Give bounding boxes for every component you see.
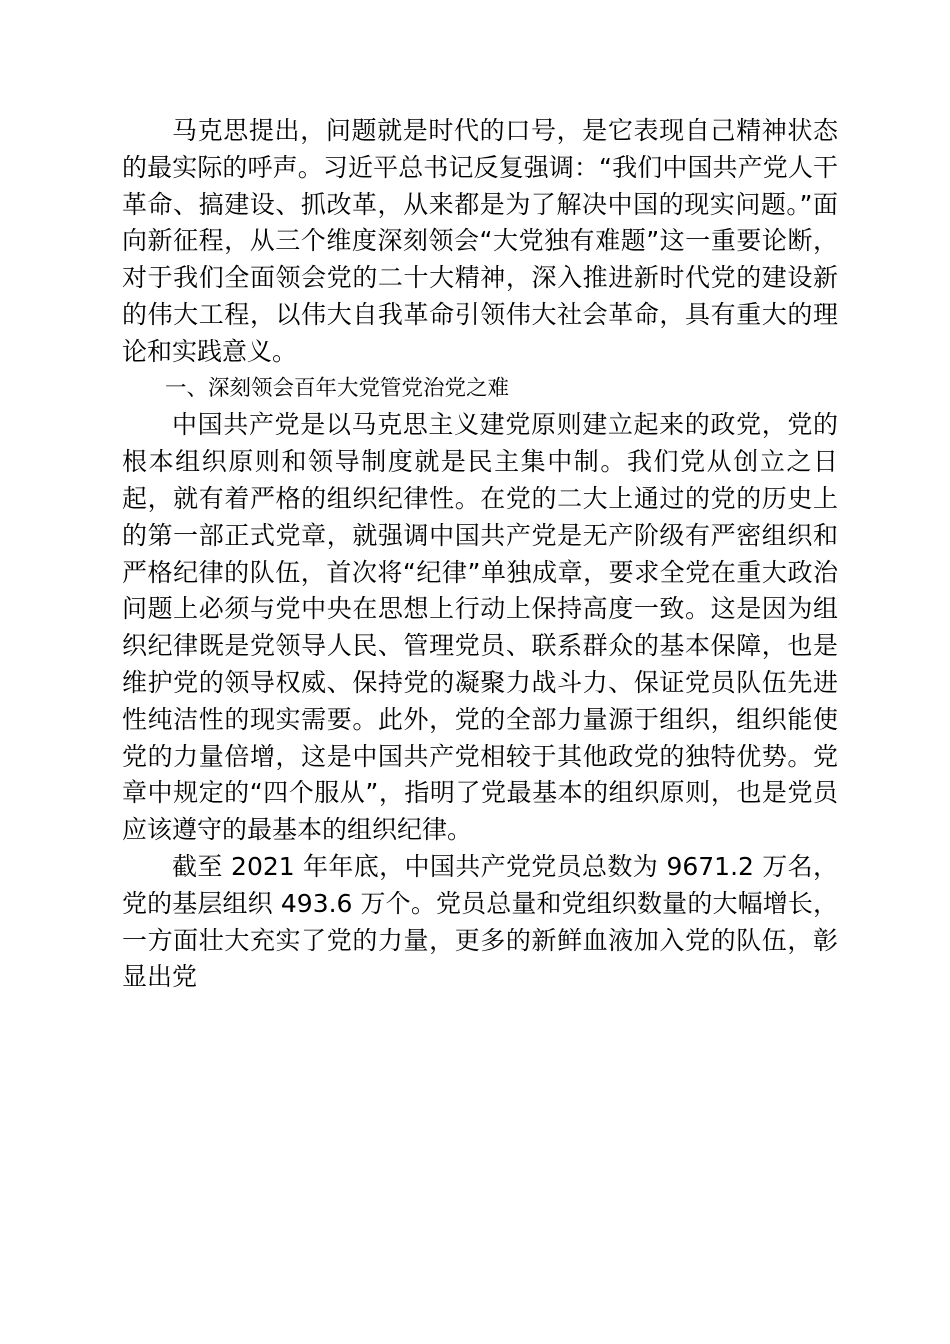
section-paragraph-2: 截至 2021 年年底，中国共产党党员总数为 9671.2 万名，党的基层组织 493.6 万个。党员总量和党组织数量的大幅增长，一方面壮大充实了党的力量，更多的新鲜血液加入党的队伍，彰显出党: [122, 851, 838, 992]
section-paragraph-1: 中国共产党是以马克思主义建党原则建立起来的政党，党的根本组织原则和领导制度就是民主集中制。我们党从创立之日起，就有着严格的组织纪律性。在党的二大上通过的党的历史上的第一部正式党章，就强调中国共产党是无产阶级有严密组织和严格纪律的队伍，首次将“纪律”单独成章，要求全党在重大政治问题上必须与党中央在思想上行动上保持高度一致。这是因为组织纪律既是党领导人民、管理党员、联系群众的基本保障，也是维护党的领导权威、保持党的凝聚力战斗力、保证党员队伍先进性纯洁性的现实需要。此外，党的全部力量源于组织，组织能使党的力量倍增，这是中国共产党相较于其他政党的独特优势。党章中规定的“四个服从”，指明了党最基本的组织原则，也是党员应该遵守的最基本的组织纪律。: [122, 410, 838, 845]
document-body: [122, 113, 838, 996]
intro-paragraph: 马克思提出，问题就是时代的口号，是它表现自己精神状态的最实际的呼声。习近平总书记反复强调：“我们中国共产党人干革命、搞建设、抓改革，从来都是为了解决中国的现实问题。”面向新征程，从三个维度深刻领会“大党独有难题”这一重要论断，对于我们全面领会党的二十大精神，深入推进新时代党的建设新的伟大工程，以伟大自我革命引领伟大社会革命，具有重大的理论和实践意义。: [122, 116, 838, 366]
section-heading: 一、深刻领会百年大党管党治党之难: [165, 375, 510, 401]
